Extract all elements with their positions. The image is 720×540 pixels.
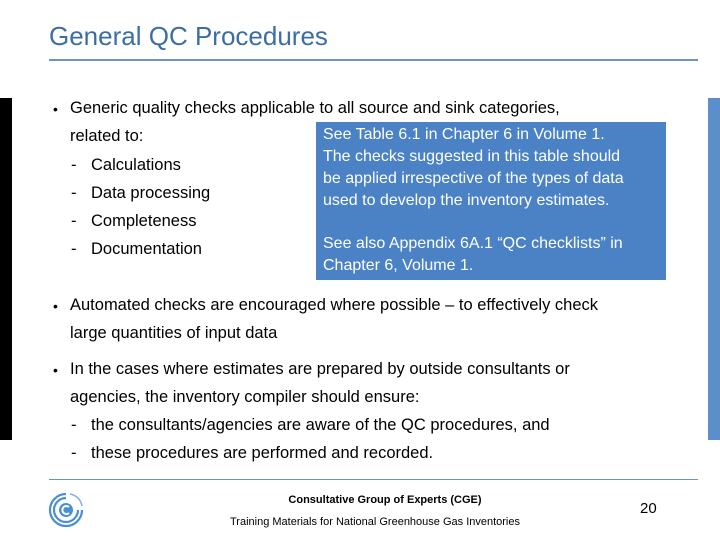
dash-marker: - xyxy=(71,416,77,434)
dash-marker: - xyxy=(71,444,77,462)
bullet3-item: the consultants/agencies are aware of the QC procedures, and xyxy=(91,416,550,434)
bullet1-item-calculations: Calculations xyxy=(91,156,181,174)
callout-line: See Table 6.1 in Chapter 6 in Volume 1. xyxy=(323,126,605,143)
title-divider xyxy=(49,59,698,61)
bullet1-line2: related to: xyxy=(70,127,144,145)
dash-marker: - xyxy=(71,240,77,258)
callout-line: Chapter 6, Volume 1. xyxy=(323,257,474,274)
bullet1-item-completeness: Completeness xyxy=(91,212,197,230)
bullet3-item: these procedures are performed and recorded. xyxy=(91,444,434,462)
footer-subtitle: Training Materials for National Greenhouse Gas Inventories xyxy=(229,516,520,528)
bullet-marker: • xyxy=(53,298,58,314)
footer-organization: Consultative Group of Experts (CGE) xyxy=(288,494,482,506)
bullet-marker: • xyxy=(53,101,58,117)
bullet1-item-data-processing: Data processing xyxy=(91,184,211,202)
unfccc-logo-icon xyxy=(46,490,86,530)
callout-line: be applied irrespective of the types of data xyxy=(323,170,624,187)
bullet-marker: • xyxy=(53,362,58,378)
dash-marker: - xyxy=(71,184,77,202)
reference-callout xyxy=(316,122,666,280)
dash-marker: - xyxy=(71,156,77,174)
bullet3-line2: agencies, the inventory compiler should ensure: xyxy=(70,388,420,406)
callout-line: See also Appendix 6A.1 “QC checklists” in xyxy=(323,235,623,252)
bullet2-line1: Automated checks are encouraged where possible – to effectively check xyxy=(70,296,598,314)
dash-marker: - xyxy=(71,212,77,230)
left-accent-bar xyxy=(0,98,12,440)
callout-line: The checks suggested in this table should xyxy=(323,148,621,165)
bullet1-item-documentation: Documentation xyxy=(91,240,202,258)
page-number: 20 xyxy=(640,500,657,517)
right-accent-bar xyxy=(708,98,720,440)
callout-line: used to develop the inventory estimates. xyxy=(323,192,610,209)
bullet1-line1: Generic quality checks applicable to all source and sink categories, xyxy=(70,99,560,117)
footer-divider xyxy=(49,479,698,480)
bullet3-line1: In the cases where estimates are prepared by outside consultants or xyxy=(70,360,570,378)
slide-title: General QC Procedures xyxy=(49,21,328,51)
bullet2-line2: large quantities of input data xyxy=(70,324,278,342)
